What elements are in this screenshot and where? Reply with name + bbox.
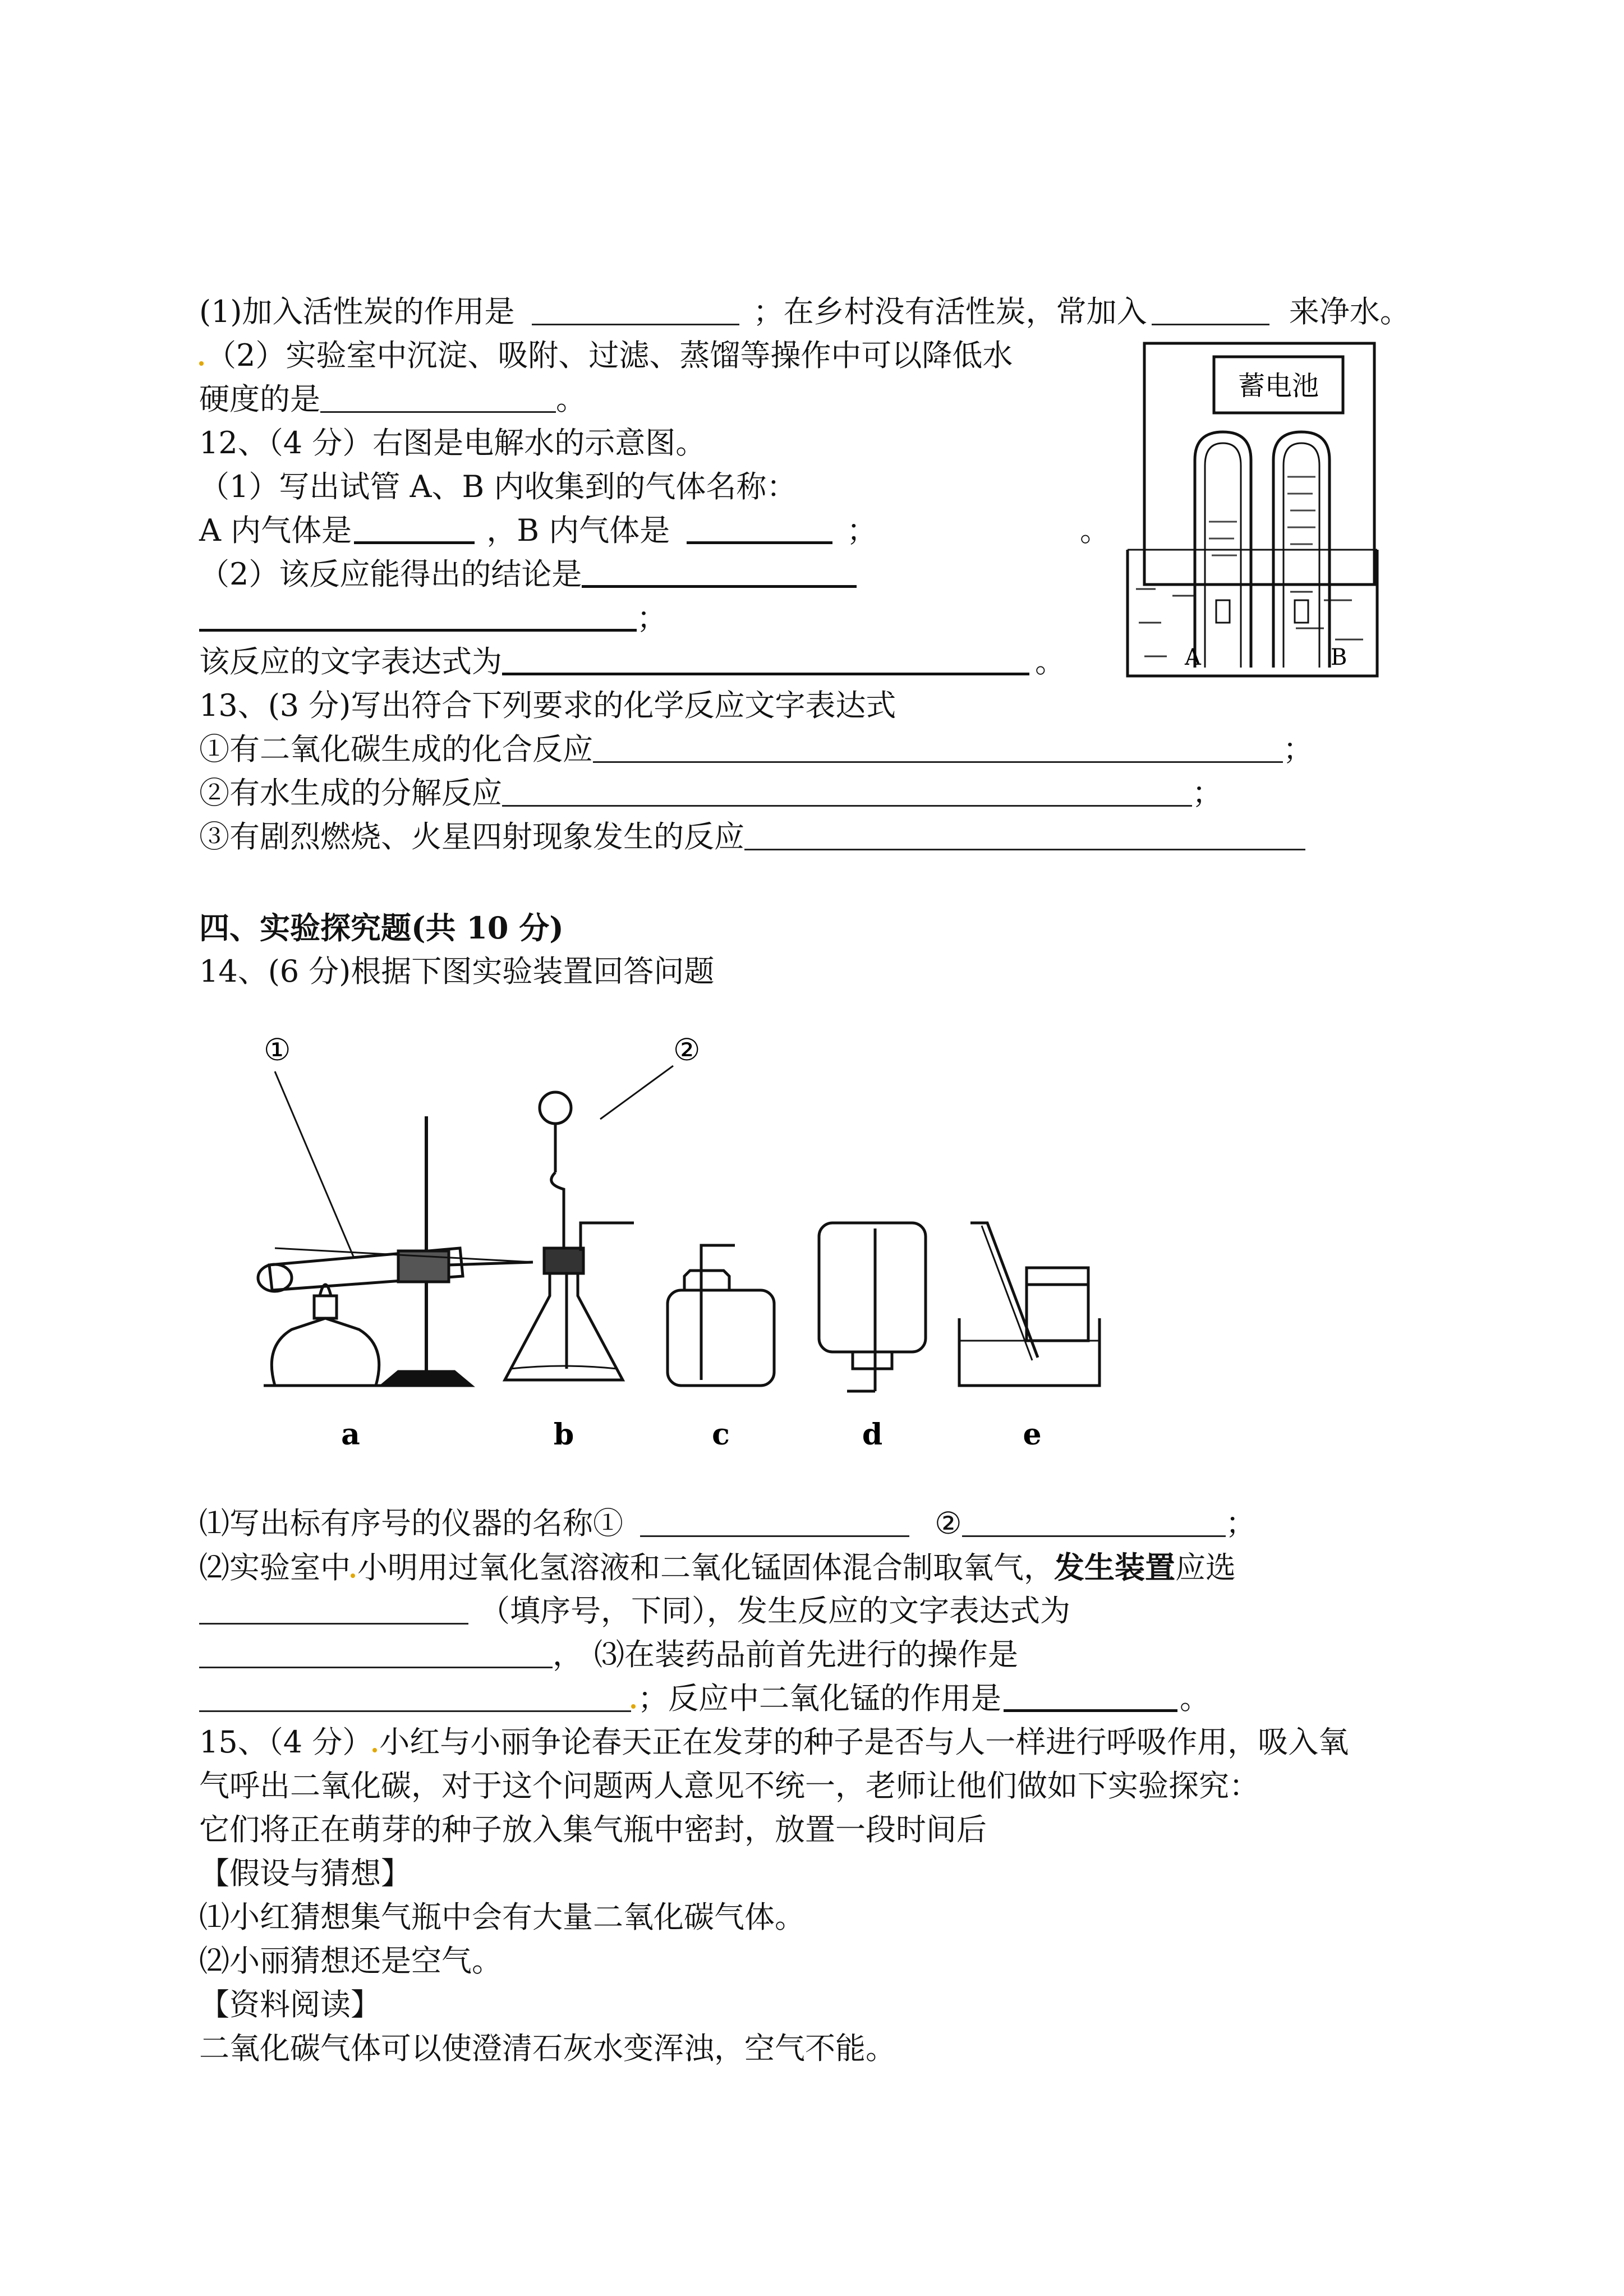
q14-p1: ⑴写出标有序号的仪器的名称① ② ； xyxy=(199,1506,1256,1541)
electrolysis-diagram xyxy=(1122,337,1397,684)
q15-hyp-title: 【假设与猜想】 xyxy=(199,1856,411,1891)
q11-line1: (1)加入活性炭的作用是 ；在乡村没有活性炭，常加入 来净水。 xyxy=(199,294,1410,329)
battery-label: 蓄电池 xyxy=(1237,370,1319,402)
mark-dot xyxy=(372,1748,377,1752)
q15-read-title: 【资料阅读】 xyxy=(199,1987,381,2022)
q14-title: 14、(6 分)根据下图实验装置回答问题 xyxy=(199,954,715,989)
blank[interactable] xyxy=(502,777,1192,807)
blank[interactable] xyxy=(1004,1681,1177,1712)
q12-sub1: （1）写出试管 A、B 内收集到的气体名称： xyxy=(199,469,797,504)
blank[interactable] xyxy=(1152,296,1269,325)
q14-p3: （填序号，下同），发生反应的文字表达式为 xyxy=(199,1591,1070,1631)
mark-dot xyxy=(199,361,204,366)
q12-line-ab: A 内气体是 ，B 内气体是 ； 。 xyxy=(199,513,1110,548)
q13-item1: ①有二氧化碳生成的化合反应 ； xyxy=(199,731,1313,767)
q11-line2: （2）实验室中沉淀、吸附、过滤、蒸馏等操作中可以降低水 xyxy=(199,335,1013,376)
blank[interactable] xyxy=(593,733,1283,763)
section-title: 四、实验探究题(共 10 分) xyxy=(199,910,564,946)
apparatus-a xyxy=(258,1116,533,1386)
apparatus-b xyxy=(505,1092,634,1380)
label-a: a xyxy=(341,1418,360,1452)
blank[interactable] xyxy=(354,513,475,544)
q15-line2: 气呼出二氧化碳，对于这个问题两人意见不统一，老师让他们做如下实验探究： xyxy=(199,1768,1259,1803)
q12-expr: 该反应的文字表达式为 。 xyxy=(199,644,1065,679)
leader-line-1 xyxy=(275,1071,353,1257)
q12-title: 12、（4 分）右图是电解水的示意图。 xyxy=(199,425,706,461)
mark-dot xyxy=(351,1573,355,1578)
label-e: e xyxy=(1023,1418,1042,1452)
q11-line3: 硬度的是 。 xyxy=(199,381,586,417)
q14-p4: ， ⑶在装药品前首先进行的操作是 xyxy=(199,1635,1018,1675)
q12-sub2: （2）该反应能得出的结论是 xyxy=(199,554,857,595)
marker-1: ① xyxy=(264,1032,291,1068)
blank[interactable] xyxy=(744,821,1305,850)
blank[interactable] xyxy=(199,1639,553,1668)
q13-title: 13、(3 分)写出符合下列要求的化学反应文字表达式 xyxy=(199,688,896,723)
apparatus-c xyxy=(668,1245,774,1386)
mark-dot xyxy=(631,1704,636,1709)
marker-2: ② xyxy=(673,1032,701,1068)
tube-a-label: A xyxy=(1185,645,1201,670)
blank[interactable] xyxy=(532,296,739,325)
q15-line3: 它们将正在萌芽的种子放入集气瓶中密封，放置一段时间后 xyxy=(199,1812,987,1847)
q14-p2: ⑵实验室中 小明用过氧化氢溶液和二氧化锰固体混合制取氧气，发生装置应选 xyxy=(199,1549,1236,1585)
q15-line1: 15、（4 分） 小红与小丽争论春天正在发芽的种子是否与人一样进行呼吸作用，吸入氧 xyxy=(199,1724,1349,1760)
apparatus-d xyxy=(819,1223,926,1391)
apparatus-e xyxy=(959,1223,1099,1386)
blank[interactable] xyxy=(199,1682,631,1712)
label-c: c xyxy=(712,1418,730,1452)
q13-item2: ②有水生成的分解反应 ； xyxy=(199,775,1222,811)
leader-line-2 xyxy=(600,1066,673,1119)
blank[interactable] xyxy=(320,383,556,413)
blank[interactable] xyxy=(199,1595,468,1625)
q14-p5: ；反应中二氧化锰的作用是 。 xyxy=(199,1678,1210,1719)
tube-b-label: B xyxy=(1331,645,1347,670)
q15-hyp1: ⑴小红猜想集气瓶中会有大量二氧化碳气体。 xyxy=(199,1899,805,1935)
blank[interactable] xyxy=(502,645,1029,675)
apparatus-figure xyxy=(241,1027,1139,1475)
blank[interactable] xyxy=(640,1507,909,1537)
blank[interactable] xyxy=(582,557,857,588)
blank[interactable] xyxy=(962,1507,1226,1537)
q12-sub2-cont: ； xyxy=(199,598,667,638)
label-d: d xyxy=(862,1418,883,1452)
q13-item3: ③有剧烈燃烧、火星四射现象发生的反应 xyxy=(199,817,1305,857)
q15-hyp2: ⑵小丽猜想还是空气。 xyxy=(199,1943,502,1978)
label-b: b xyxy=(553,1418,574,1452)
q15-read1: 二氧化碳气体可以使澄清石灰水变浑浊，空气不能。 xyxy=(199,2031,896,2066)
blank[interactable] xyxy=(199,601,637,632)
blank[interactable] xyxy=(687,513,832,544)
